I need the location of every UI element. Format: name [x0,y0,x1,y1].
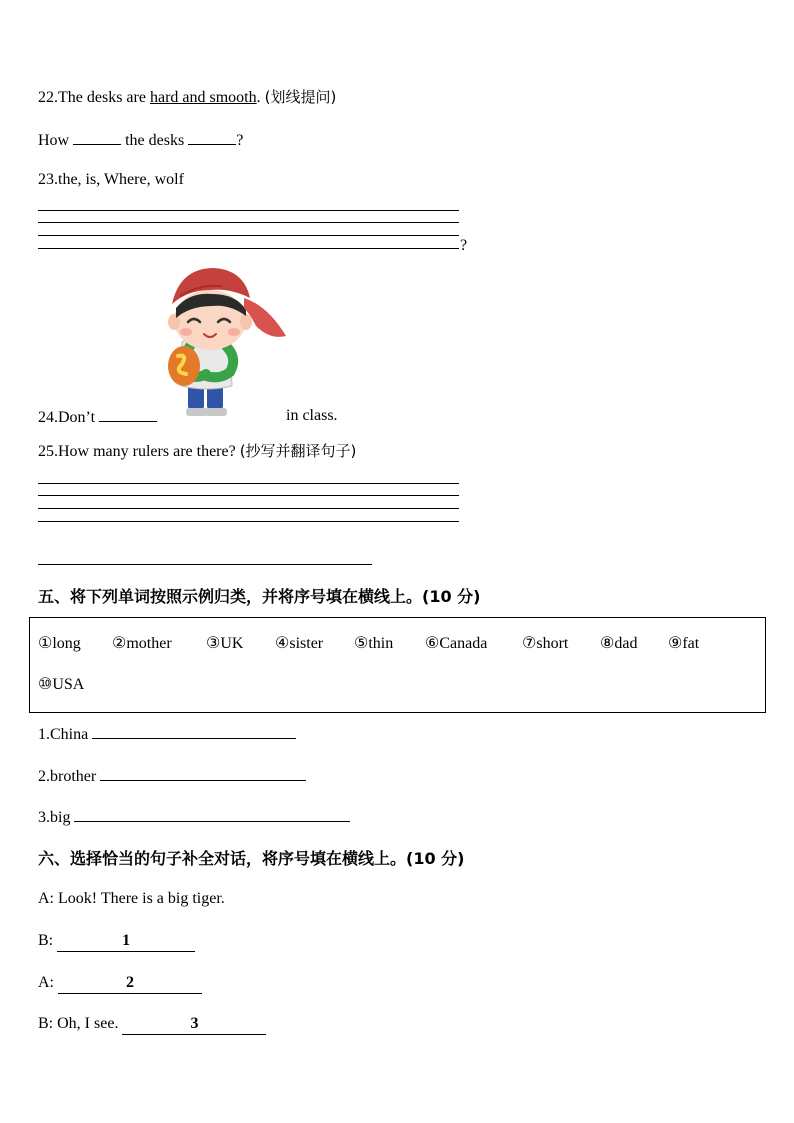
category-row-brother [38,765,306,787]
category-row-big [38,806,350,828]
answer-blank[interactable] [73,129,121,145]
question-24 [38,406,157,428]
word-item: ④sister [275,635,324,652]
word-item: ⑦short [522,635,569,652]
category-label: 2.brother [38,768,101,785]
category-answer-blank[interactable] [100,765,306,781]
instruction-note: (抄写并翻译句子) [239,442,357,460]
word-item: ⑩USA [38,676,85,693]
writing-line[interactable] [38,495,459,496]
dialogue-answer-blank[interactable]: 2 [58,973,202,994]
dialogue-answer-blank[interactable]: 3 [122,1014,266,1035]
question-mark: ? [236,132,244,149]
question-text: Don’t [58,409,100,426]
question-mark: ? [460,237,468,254]
answer-line-text: How [38,132,74,149]
section-5-heading: 五、将下列单词按照示例归类，并将序号填在横线上。(10 分) [38,587,481,606]
writing-line[interactable] [38,508,459,509]
boy-with-bread-illustration [160,262,292,422]
answer-line-text: the desks [121,132,189,149]
question-22 [38,87,336,108]
category-row-china [38,723,296,745]
instruction-note: (划线提问) [264,88,337,106]
word-item: ⑤thin [354,635,394,652]
category-answer-blank[interactable] [92,723,296,739]
category-answer-blank[interactable] [74,806,350,822]
writing-line[interactable] [38,235,459,236]
question-text: The desks are [58,89,150,106]
question-25 [38,441,356,462]
question-number: 23. [38,171,58,188]
dialogue-answer-blank[interactable]: 1 [57,931,195,952]
word-item: ①long [38,635,81,652]
category-label: 1.China [38,726,93,743]
word-item: ⑥Canada [425,635,488,652]
question-24-end: in class. [286,407,338,424]
question-text-end: . [256,89,265,106]
writing-line[interactable] [38,210,459,211]
word-item: ⑨fat [668,635,700,652]
dialogue-line [38,1014,266,1035]
question-number: 24. [38,409,58,426]
translation-line[interactable] [38,564,372,565]
word-bank-row [38,634,81,654]
category-label: 3.big [38,809,75,826]
speaker-label: A: [38,890,58,907]
word-list: the, is, Where, wolf [58,171,184,188]
answer-blank[interactable] [188,129,236,145]
word-item: ②mother [112,635,172,652]
speaker-label: B: [38,1015,58,1032]
word-bank-box [29,617,766,713]
writing-line[interactable] [38,483,459,484]
dialogue-line [38,973,202,994]
dialogue-line [38,889,225,909]
question-number: 22. [38,89,58,106]
section-6-heading: 六、选择恰当的句子补全对话，将序号填在横线上。(10 分) [38,849,465,868]
speaker-label: A: [38,974,58,991]
writing-line[interactable] [38,222,459,223]
underlined-phrase: hard and smooth [149,89,257,106]
question-text: How many rulers are there? [58,443,240,460]
answer-blank[interactable] [99,406,157,422]
word-item: ③UK [206,635,244,652]
dialogue-line [38,931,195,952]
question-22-answer-line [38,129,243,151]
dialogue-text: Look! There is a big tiger. [58,890,225,907]
word-item: ⑧dad [600,635,638,652]
writing-line[interactable] [38,521,459,522]
speaker-label: B: [38,932,58,949]
writing-line[interactable] [38,248,459,249]
question-23 [38,170,184,190]
dialogue-text: Oh, I see. [57,1015,123,1032]
question-number: 25. [38,443,58,460]
